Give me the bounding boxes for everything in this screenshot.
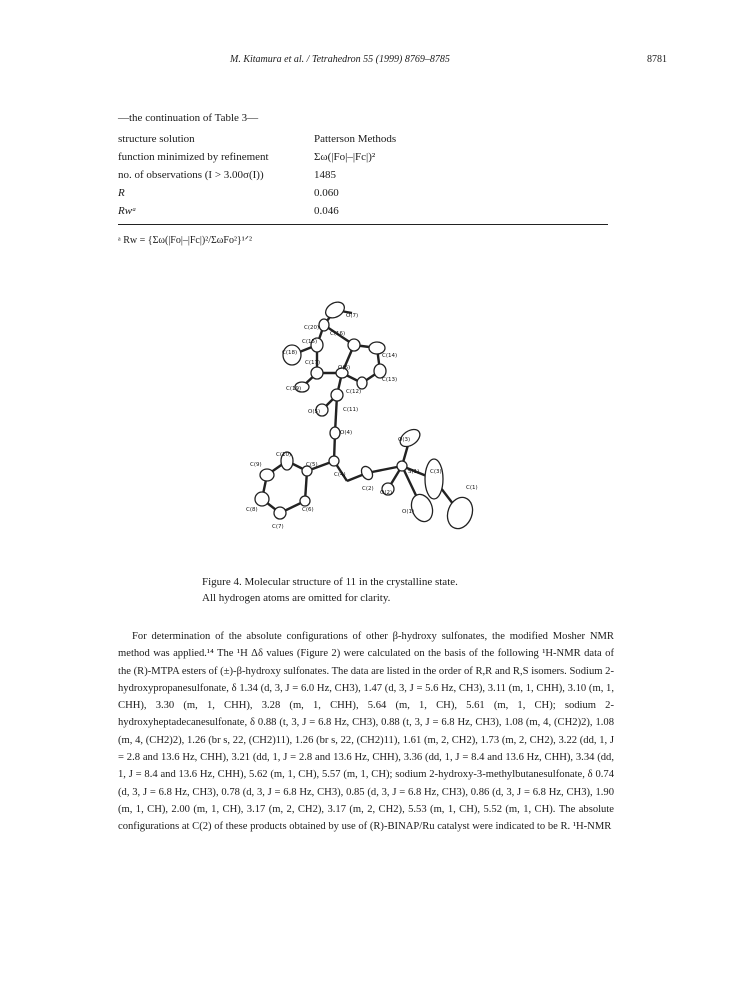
atom-label: C(1) — [466, 485, 478, 491]
atom-label: S(1) — [408, 469, 420, 475]
row-label: Rwᵃ — [118, 205, 137, 217]
atom-label: C(14) — [382, 353, 398, 359]
atom-label: C(16) — [330, 331, 346, 337]
crystal-data-table — [118, 130, 608, 220]
row-value: 1485 — [314, 169, 336, 181]
row-label: function minimized by refinement — [118, 151, 269, 163]
thermal-ellipsoids — [255, 299, 477, 532]
atom-label: C(6) — [302, 507, 314, 513]
atom-label: C(17) — [305, 360, 321, 366]
table-row — [118, 202, 608, 220]
atom-label: C(18) — [282, 350, 298, 356]
paragraph-text: For determination of the absolute configurations of other β-hydroxy sulfonates, the modified Mosher NMR method was applied.¹⁴ The ¹H Δδ values (Figure 2) were calculated on the basis of the following ¹H-NMR data of the (R)-MTPA esters of (±)-β-hydroxy sulfonates. The data are listed in the order of R,R and R,S isomers. Sodium 2-hydroxypropanesulfonate, δ 1.34 (d, 3, J = 6.0 Hz, CH3), 1.47 (d, 3, J = 5.6 Hz, CH3), 3.11 (m, 1, CHH), 3.10 (m, 1, CHH), 3.30 (m, 1, CHH), 3.28 (m, 1, CHH), 5.64 (m, 1, CH), 5.61 (m, 1, CH); sodium 2-hydroxyheptadecanesulfonate, δ 0.88 (t, 3, J = 6.8 Hz, CH3), 0.88 (t, 3, J = 6.8 Hz, CH3), 1.08 (m, 4, (CH2)2), 1.08 (m, 4, (CH2)2), 1.26 (br s, 22, (CH2)11), 1.26 (br s, 22, (CH2)11), 1.61 (m, 2, CH2), 1.73 (m, 2, CH2), 3.22 (dd, 1, J = 2.8 and 13.6 Hz, CHH), 3.21 (dd, 1, J = 2.8 and 13.6 Hz, CHH), 3.36 (dd, 1, J = 8.4 and 13.6 Hz, CHH), 3.34 (dd, 1, J = 8.4 and 13.6 Hz, CHH), 5.62 (m, 1, CH), 5.57 (m, 1, CH); sodium 2-hydroxy-3-methylbutanesulfonate, δ 0.74 (d, 3, J = 6.8 Hz, CH3), 0.78 (d, 3, J = 6.8 Hz, CH3), 0.85 (d, 3, J = 6.8 Hz, CH3), 0.86 (d, 3, J = 6.8 Hz, CH3), 1.90 (m, 1, CH), 2.00 (m, 1, CH), 3.17 (m, 2, CH2), 3.17 (m, 2, CH2), 5.53 (m, 1, CH), 5.52 (m, 1, CH). The absolute configurations at C(2) of these products obtained by use of (R)-BINAP/Ru catalyst were indicated to be R. ¹H-NMR — [118, 631, 614, 833]
page-header — [0, 54, 731, 68]
page-number: 8781 — [647, 54, 667, 65]
atom-label: C(11) — [343, 407, 359, 413]
table-continuation-title: —the continuation of Table 3— — [118, 112, 259, 124]
atom-label: C(8) — [246, 507, 258, 513]
table-row — [118, 130, 608, 148]
table-row — [118, 184, 608, 202]
figure-caption-line: Figure 4. Molecular structure of 11 in the crystalline state. — [202, 576, 458, 588]
figure-caption-line: All hydrogen atoms are omitted for clarity. — [202, 591, 391, 604]
atom-label: C(4) — [334, 472, 346, 478]
row-value: 0.046 — [314, 205, 339, 217]
ortep-molecular-structure — [222, 283, 502, 553]
row-value: Patterson Methods — [314, 133, 397, 145]
atom-label: C(5) — [306, 462, 318, 468]
atom-label: C(7) — [272, 524, 284, 530]
atom-label: C(19) — [286, 386, 302, 392]
atom-label: C(20) — [304, 325, 320, 331]
atom-label: O(7) — [346, 313, 359, 319]
row-label: R — [118, 187, 125, 199]
row-value: Σω(|Fo|–|Fc|)² — [314, 151, 376, 163]
table-footnote: ᵃ Rw = {Σω(|Fo|–|Fc|)²/ΣωFo²}¹ᐟ² — [118, 235, 252, 246]
table-row — [118, 148, 608, 166]
running-title: M. Kitamura et al. / Tetrahedron 55 (1999) 8769–8785 — [230, 54, 450, 65]
atom-label: O(6) — [338, 365, 351, 371]
row-label: no. of observations (I > 3.00σ(I)) — [118, 169, 264, 181]
atom-label: O(2) — [380, 490, 393, 496]
atom-label: O(4) — [340, 430, 353, 436]
row-label: structure solution — [118, 133, 195, 145]
body-paragraph — [118, 628, 614, 836]
figure-caption — [202, 575, 458, 606]
atom-label: C(10) — [276, 452, 292, 458]
atom-label: C(12) — [346, 389, 362, 395]
atom-label: O(5) — [308, 409, 321, 415]
atom-label: C(9) — [250, 462, 262, 468]
table-row — [118, 166, 608, 184]
atom-label: C(3) — [430, 469, 442, 475]
row-value: 0.060 — [314, 187, 339, 199]
table-bottom-rule — [118, 224, 608, 225]
atom-label: C(15) — [302, 339, 318, 345]
atom-label: C(13) — [382, 377, 398, 383]
atom-label: O(3) — [398, 437, 411, 443]
atom-label: O(1) — [402, 509, 415, 515]
atom-label: C(2) — [362, 486, 374, 492]
